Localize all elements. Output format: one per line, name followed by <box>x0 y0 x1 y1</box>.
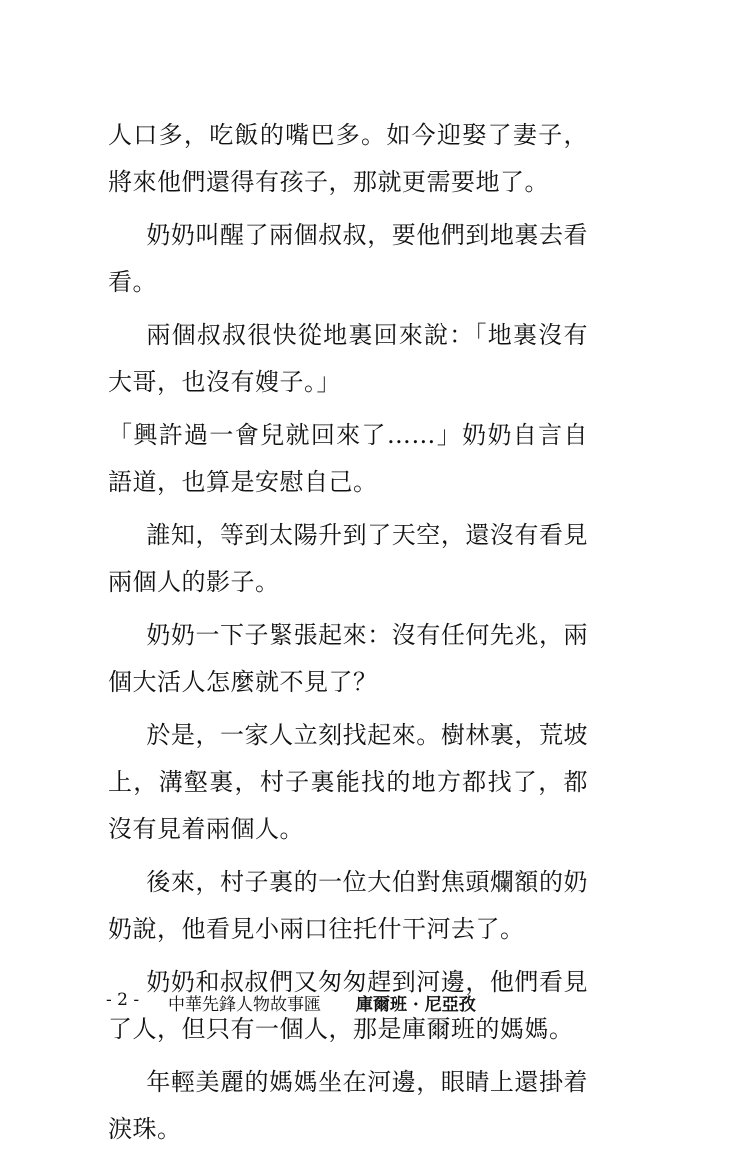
paragraph-5: 誰知，等到太陽升到了天空，還沒有看見兩個人的影子。 <box>108 521 588 596</box>
paragraph-9: 奶奶和叔叔們又匆匆趕到河邊，他們看見了人，但只有一個人，那是庫爾班的媽媽。 <box>108 968 588 1043</box>
paragraph-8: 後來，村子裏的一位大伯對焦頭爛額的奶奶說，他看見小兩口往托什干河去了。 <box>108 868 588 943</box>
page-footer <box>106 990 576 1020</box>
paragraph-7: 於是，一家人立刻找起來。樹林裏，荒坡上，溝壑裏，村子裏能找的地方都找了，都沒有見着兩個人。 <box>108 721 588 843</box>
paragraph-2: 奶奶叫醒了兩個叔叔，要他們到地裏去看看。 <box>108 221 588 296</box>
paragraph-3: 兩個叔叔很快從地裏回來說：「地裏沒有大哥，也沒有嫂子。」 <box>108 321 588 396</box>
paragraph-4: 「興許過一會兒就回來了……」奶奶自言自語道，也算是安慰自己。 <box>108 421 588 496</box>
page-number: - 2 - <box>106 990 140 1010</box>
book-title: 庫爾班 · 尼亞孜 <box>356 995 476 1015</box>
paragraph-1: 人口多，吃飯的嘴巴多。如今迎娶了妻子，將來他們還得有孩子，那就更需要地了。 <box>108 121 588 196</box>
paragraph-10: 年輕美麗的媽媽坐在河邊，眼睛上還掛着淚珠。 <box>108 1068 588 1143</box>
paragraph-6: 奶奶一下子緊張起來：沒有任何先兆，兩個大活人怎麼就不見了？ <box>108 621 588 696</box>
series-title: 中華先鋒人物故事匯 <box>168 995 321 1015</box>
